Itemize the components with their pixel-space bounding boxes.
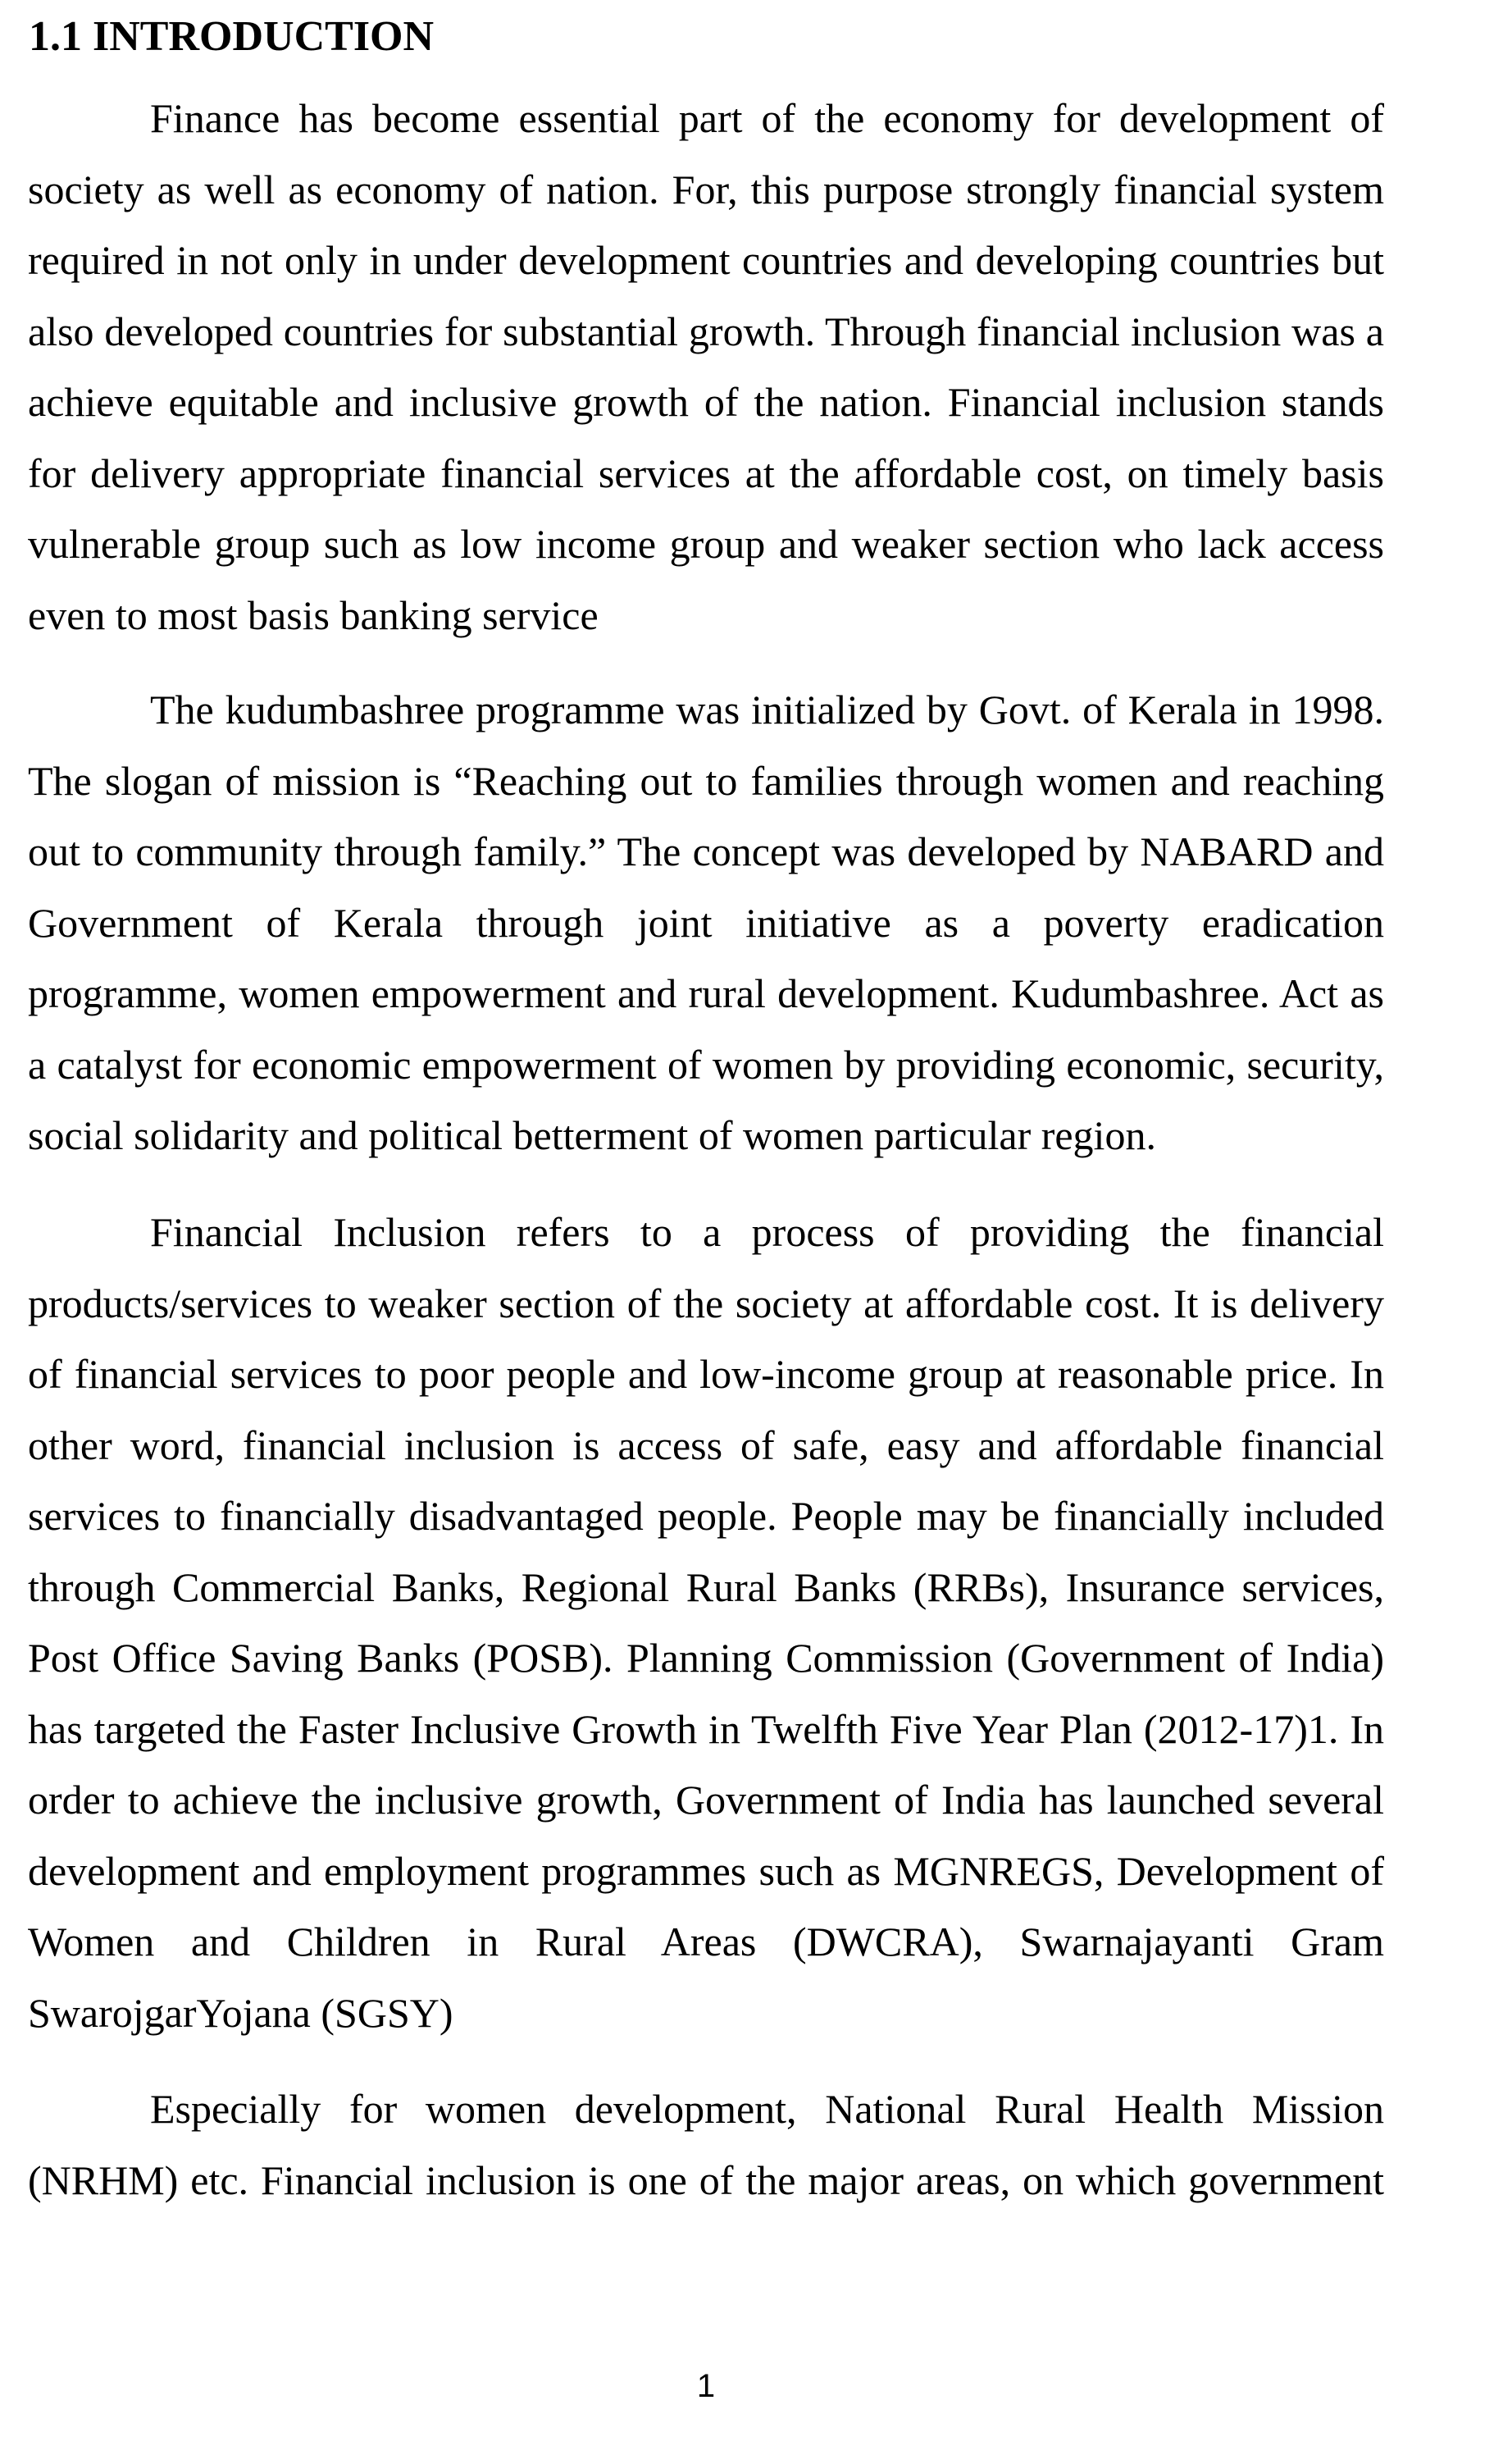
- paragraph-line: a catalyst for economic empowerment of women by providing economic, security,: [28, 1041, 1384, 1088]
- paragraph-line: Especially for women development, National Rural Health Mission: [150, 2086, 1384, 2132]
- paragraph-line: achieve equitable and inclusive growth of the nation. Financial inclusion stands: [28, 379, 1384, 425]
- paragraph-line: The slogan of mission is “Reaching out to families through women and reaching: [28, 757, 1384, 804]
- paragraph-line: services to financially disadvantaged people. People may be financially included: [28, 1493, 1384, 1539]
- paragraph-line: The kudumbashree programme was initialized by Govt. of Kerala in 1998.: [150, 687, 1384, 732]
- paragraph-women-development: [28, 2074, 1384, 2215]
- paragraph-line: programme, women empowerment and rural development. Kudumbashree. Act as: [28, 970, 1384, 1016]
- paragraph-line: SwarojgarYojana (SGSY): [28, 1989, 453, 2036]
- paragraph-line: Government of Kerala through joint initiative as a poverty eradication: [28, 899, 1384, 946]
- paragraph-line: required in not only in under development countries and developing countries but: [28, 237, 1384, 283]
- paragraph-line: through Commercial Banks, Regional Rural Banks (RRBs), Insurance services,: [28, 1563, 1384, 1610]
- paragraph-line: Post Office Saving Banks (POSB). Planning Commission (Government of India): [28, 1635, 1384, 1681]
- paragraph-line: for delivery appropriate financial services at the affordable cost, on timely basis: [28, 449, 1384, 496]
- paragraph-line: Financial Inclusion refers to a process of providing the financial: [150, 1209, 1384, 1255]
- paragraph-line: (NRHM) etc. Financial inclusion is one of the major areas, on which government: [28, 2156, 1384, 2203]
- section-heading: 1.1 INTRODUCTION: [29, 13, 435, 60]
- paragraph-finance-introduction: [28, 83, 1384, 650]
- paragraph-line: of financial services to poor people and low-income group at reasonable price. In: [28, 1351, 1384, 1397]
- paragraph-line: has targeted the Faster Inclusive Growth in Twelfth Five Year Plan (2012-17)1. In: [28, 1705, 1384, 1752]
- paragraph-line: society as well as economy of nation. For, this purpose strongly financial system: [28, 166, 1384, 212]
- paragraph-line: vulnerable group such as low income group and weaker section who lack access: [28, 521, 1384, 567]
- paragraph-kudumbashree: [28, 674, 1384, 1171]
- paragraph-line: social solidarity and political betterment of women particular region.: [28, 1112, 1156, 1158]
- paragraph-line: order to achieve the inclusive growth, Government of India has launched several: [28, 1777, 1384, 1823]
- paragraph-line: Women and Children in Rural Areas (DWCRA), Swarnajayanti Gram: [28, 1919, 1384, 1964]
- paragraph-financial-inclusion: [28, 1197, 1384, 2048]
- paragraph-line: products/services to weaker section of the society at affordable cost. It is delivery: [28, 1280, 1384, 1326]
- paragraph-line: development and employment programmes such as MGNREGS, Development of: [28, 1847, 1384, 1894]
- paragraph-line: out to community through family.” The concept was developed by NABARD and: [28, 828, 1384, 874]
- paragraph-line: Finance has become essential part of the economy for development of: [150, 95, 1384, 141]
- paragraph-line: also developed countries for substantial growth. Through financial inclusion was a: [28, 308, 1384, 354]
- paragraph-line: even to most basis banking service: [28, 591, 599, 638]
- page-number: 1: [696, 2368, 716, 2404]
- paragraph-line: other word, financial inclusion is access of safe, easy and affordable financial: [28, 1421, 1384, 1468]
